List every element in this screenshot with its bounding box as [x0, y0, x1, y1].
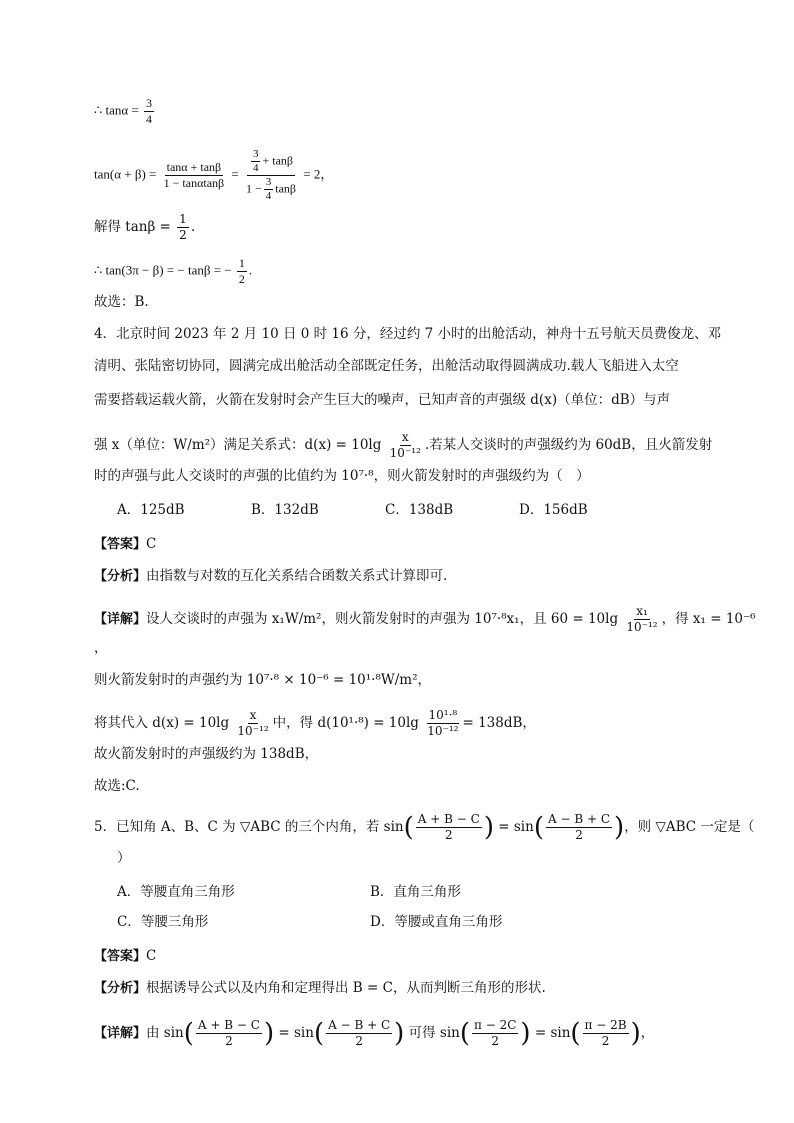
text: .	[190, 219, 196, 235]
numerator: π − 2C	[474, 1018, 517, 1032]
fraction	[251, 148, 261, 175]
paren: )	[483, 812, 494, 843]
fraction	[264, 176, 274, 203]
q4-options	[117, 500, 653, 520]
text: .	[248, 262, 253, 278]
q4-detail-line2: ，	[94, 640, 108, 656]
denominator	[244, 176, 298, 203]
solution-line-tan-beta	[94, 212, 195, 243]
option-b: B．132dB	[251, 502, 319, 518]
fraction	[388, 430, 423, 461]
numerator: 10¹·⁸	[428, 708, 458, 722]
fraction	[177, 212, 189, 243]
text: 设人交谈时的声强为 x₁W/m²，则火箭发射时的声强为 10⁷·⁸x₁，且 60 = 10lg	[146, 611, 619, 627]
fraction	[472, 1018, 518, 1049]
denominator: 10⁻¹²	[626, 620, 658, 634]
numerator: x₁	[636, 604, 648, 618]
numerator: A − B + C	[328, 1018, 391, 1032]
text: 1 −	[245, 181, 262, 196]
answer-value: C	[146, 536, 157, 552]
numerator: tanα + tanβ	[166, 160, 222, 174]
text: ，得 x₁ = 10⁻⁶	[661, 611, 756, 627]
text: ∴ tanα =	[94, 102, 139, 118]
q4-stem-line4	[94, 430, 712, 461]
text: 5．已知角 A、B、C 为 ▽ABC 的三个内角，若 sin	[94, 819, 404, 835]
paren: (	[403, 812, 414, 843]
fraction	[624, 604, 659, 635]
detail-tag: 【详解】	[94, 612, 147, 627]
q4-answer	[94, 534, 156, 555]
text: tan(α + β) =	[94, 166, 157, 182]
q4-stem-line3: 需要搭载运载火箭，火箭在发射时会产生巨大的噪声，已知声音的声强级 d(x)（单位：dB）与声	[94, 392, 671, 408]
paren: (	[183, 1018, 194, 1049]
q5-stem-line2: ）	[117, 850, 131, 866]
text: 强 x（单位：W/m²）满足关系式：d(x) = 10lg	[94, 437, 382, 453]
text: 解得 tanβ =	[94, 219, 171, 235]
denominator: 2	[355, 1034, 363, 1048]
analysis-text: 由指数与对数的互化关系结合函数关系式计算即可.	[146, 568, 448, 584]
numerator: 3	[265, 176, 272, 188]
numerator: 3	[146, 96, 153, 110]
paren: )	[263, 1018, 275, 1049]
denominator: 10⁻¹²	[427, 724, 459, 738]
numerator: 1	[179, 212, 187, 226]
q4-stem-line2: 清明、张陆密切协同，圆满完成出舱活动全部既定任务，出舱活动取得圆满成功.载人飞船进入太空	[94, 358, 679, 374]
q5-stem-line1	[94, 812, 754, 843]
denominator: 2	[575, 828, 583, 842]
option-c: C．138dB	[385, 502, 454, 518]
denominator: 10⁻¹²	[389, 446, 421, 460]
q5-options-row2	[117, 912, 623, 932]
denominator: 4	[146, 112, 153, 126]
denominator: 2	[601, 1034, 610, 1048]
answer-tag: 【答案】	[94, 537, 147, 552]
text: = 2，	[303, 166, 334, 182]
q4-detail-line5: 故火箭发射时的声强级约为 138dB，	[94, 746, 319, 762]
fraction	[162, 160, 226, 191]
q4-analysis	[94, 566, 447, 587]
solution-line-tan-alpha	[94, 96, 156, 127]
q5-detail-line1	[94, 1018, 654, 1049]
denominator: 2	[238, 272, 245, 286]
paren: (	[570, 1018, 581, 1049]
fraction	[235, 708, 270, 739]
denominator: 2	[179, 228, 187, 242]
text: tanβ	[275, 181, 297, 196]
q4-stem-line5: 时的声强与此人交谈时的声强的比值约为 10⁷·⁸，则火箭发射时的声强级约为（ ）	[94, 468, 590, 484]
text: 可得 sin	[408, 1025, 460, 1041]
fraction	[546, 812, 612, 843]
option-b: B．直角三角形	[370, 884, 461, 900]
numerator: A + B − C	[197, 1018, 260, 1032]
numerator: A + B − C	[417, 812, 480, 826]
text: = sin	[278, 1025, 314, 1041]
answer-tag: 【答案】	[94, 949, 147, 964]
analysis-text: 根据诱导公式以及内角和定理得出 B = C，从而判断三角形的形状.	[146, 980, 546, 996]
text: ，	[640, 1025, 655, 1041]
fraction	[144, 96, 154, 127]
q5-options-row1	[117, 882, 623, 902]
numerator: x	[249, 708, 257, 722]
q4-stem-line1: 4．北京时间 2023 年 2 月 10 日 0 时 16 分，经过约 7 小时的出舱活动，神舟十五号航天员费俊龙、邓	[94, 326, 722, 342]
denominator: 10⁻¹²	[237, 724, 269, 738]
denominator: 2	[225, 1034, 233, 1048]
text: = sin	[498, 819, 534, 835]
option-d: D．156dB	[519, 502, 588, 518]
text: ，则 ▽ABC 一定是（	[624, 819, 755, 835]
paren: )	[614, 812, 625, 843]
text: = sin	[534, 1025, 571, 1041]
numerator	[247, 148, 295, 176]
fraction	[425, 708, 460, 739]
denominator: 1 − tanαtanβ	[163, 176, 225, 190]
text: ∴ tan(3π − β) = − tanβ = −	[94, 262, 232, 278]
answer-value: C	[146, 948, 157, 964]
text: = 138dB，	[462, 715, 536, 731]
solution-line-tan-3pi	[94, 256, 252, 287]
fraction	[237, 256, 247, 287]
q5-answer	[94, 946, 156, 967]
analysis-tag: 【分析】	[94, 569, 147, 584]
option-c: C．等腰三角形	[117, 914, 209, 930]
option-d: D．等腰或直角三角形	[370, 914, 503, 930]
numerator: 1	[238, 256, 245, 270]
paren: )	[394, 1018, 405, 1049]
text: 中，得 d(10¹·⁸) = 10lg	[272, 715, 419, 731]
choice-line: 故选：B.	[94, 294, 149, 310]
analysis-tag: 【分析】	[94, 981, 147, 996]
q5-analysis	[94, 978, 546, 999]
complex-fraction	[244, 148, 298, 203]
fraction	[326, 1018, 392, 1049]
paren: )	[630, 1018, 641, 1049]
q4-detail-line1	[94, 604, 756, 635]
denominator: 2	[444, 828, 453, 842]
fraction	[196, 1018, 262, 1049]
detail-tag: 【详解】	[94, 1026, 147, 1041]
q4-detail-line3: 则火箭发射时的声强约为 10⁷·⁸ × 10⁻⁶ = 10¹·⁸W/m²，	[94, 672, 432, 688]
text: + tanβ	[262, 153, 294, 168]
option-a: A．等腰直角三角形	[117, 884, 235, 900]
fraction	[583, 1018, 629, 1049]
denominator: 4	[252, 162, 259, 174]
option-a: A．125dB	[117, 502, 185, 518]
fraction	[416, 812, 482, 843]
denominator: 2	[491, 1034, 500, 1048]
paren: (	[533, 812, 544, 843]
text: .若某人交谈时的声强级约为 60dB，且火箭发射	[424, 437, 713, 453]
paren: (	[459, 1018, 470, 1049]
numerator: 3	[252, 148, 259, 160]
paren: (	[313, 1018, 325, 1049]
denominator: 4	[265, 190, 272, 202]
q4-detail-line6: 故选:C.	[94, 778, 140, 794]
text: 由 sin	[146, 1025, 184, 1041]
text: 将其代入 d(x) = 10lg	[94, 715, 230, 731]
q4-detail-line4	[94, 708, 536, 739]
numerator: A − B + C	[547, 812, 611, 826]
numerator: π − 2B	[584, 1018, 627, 1032]
paren: )	[520, 1018, 531, 1049]
numerator: x	[401, 430, 409, 444]
solution-line-tan-sum	[94, 148, 333, 203]
equals: =	[231, 166, 239, 182]
